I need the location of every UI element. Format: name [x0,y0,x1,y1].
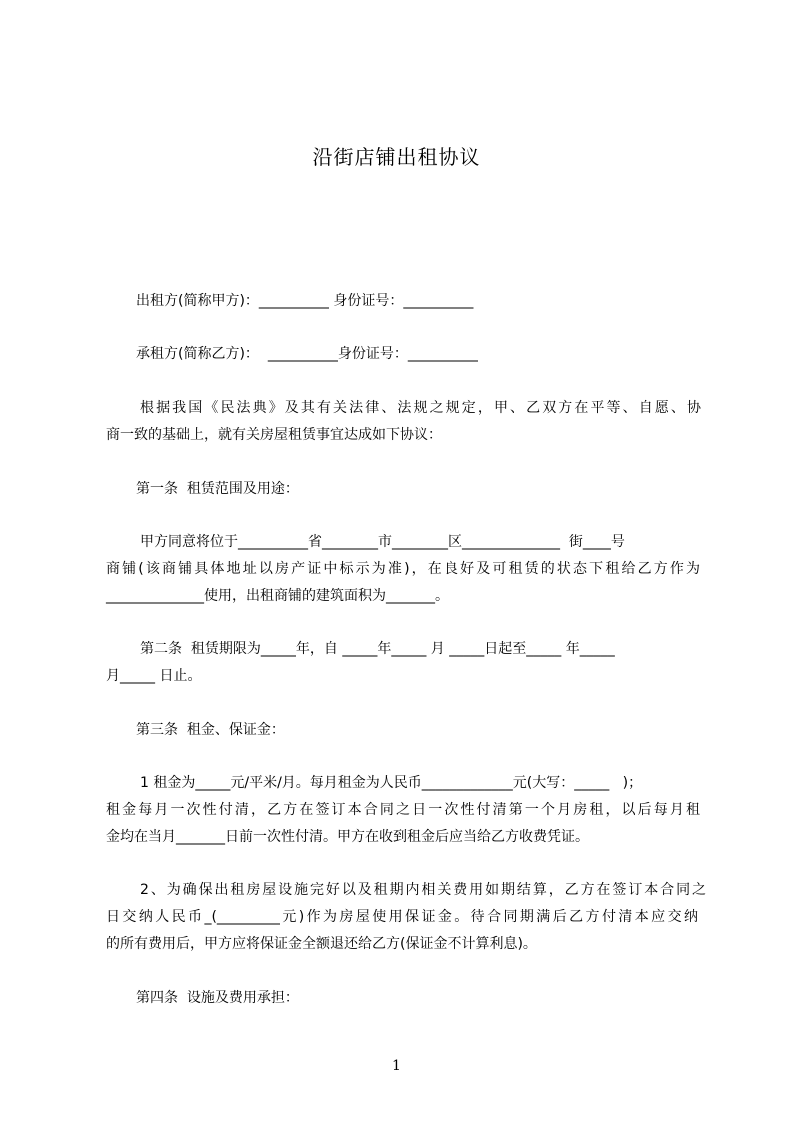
article-1-line-2: 商铺(该商铺具体地址以房产证中标示为准)，在良好及可租赁的状态下租给乙方作为 [106,561,700,577]
article-2-line-1: 第二条 租赁期限为_____年，自 _____年_____ 月 _____日起至_____ 年_____ [140,641,615,657]
lessor-line: 出租方(简称甲方)：__________ 身份证号：__________ [136,293,474,309]
article-3-item-2-line-1: 2、为确保出租房屋设施完好以及租期内相关费用如期结算，乙方在签订本合同之 [140,882,706,898]
article-4-heading: 第四条 设施及费用承担： [136,990,299,1006]
article-1-heading: 第一条 租赁范围及用途： [136,481,299,497]
article-3-item-2-line-2: 日交纳人民币_(_________元)作为房屋使用保证金。待合同期满后乙方付清本应交纳 [106,909,698,925]
article-1-line-1: 甲方同意将位于__________省________市________区______________ 街____号 [140,534,625,550]
preamble-line-2: 商一致的基础上，就有关房屋租赁事宜达成如下协议： [106,427,442,443]
article-3-item-1-line-1: 1 租金为_____元/平米/月。每月租金为人民币_____________元(大写：_____ )； [140,775,643,791]
article-3-item-1-line-3: 金均在当月_______日前一次性付清。甲方在收到租金后应当给乙方收费凭证。 [106,829,589,845]
article-3-heading: 第三条 租金、保证金： [136,722,285,738]
document-title: 沿街店铺出租协议 [312,145,481,169]
page-number: 1 [392,1058,401,1074]
article-2-line-2: 月_____ 日止。 [106,668,202,684]
article-3-item-2-line-3: 的所有费用后，甲方应将保证金全额退还给乙方(保证金不计算利息)。 [106,936,537,952]
article-3-item-1-line-2: 租金每月一次性付清，乙方在签订本合同之日一次性付清第一个月房租，以后每月租 [106,802,700,818]
article-1-line-3: ______________使用，出租商铺的建筑面积为_______。 [106,588,449,604]
lessee-line: 承租方(简称乙方)： __________身份证号：__________ [136,346,478,362]
preamble-line-1: 根据我国《民法典》及其有关法律、法规之规定，甲、乙双方在平等、自愿、协 [140,400,701,416]
